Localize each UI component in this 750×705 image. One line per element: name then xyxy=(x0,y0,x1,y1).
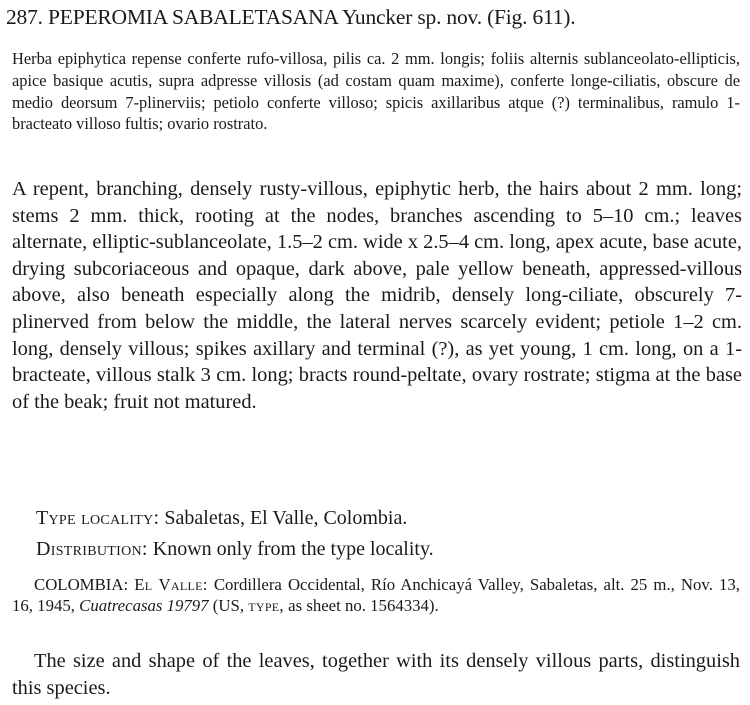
species-heading xyxy=(6,4,746,30)
specimen-sheet: as sheet no. 1564334). xyxy=(288,596,439,616)
distribution-label: Distribution: xyxy=(36,538,148,560)
species-author: Yuncker sp. nov. xyxy=(341,5,482,29)
distribution-value: Known only from the type locality. xyxy=(152,538,434,560)
closing-note xyxy=(12,648,740,702)
closing-note-text: The size and shape of the leaves, together with its densely villous parts, distinguish this species. xyxy=(12,650,740,699)
specimen-type-label: type, xyxy=(248,596,284,616)
distribution xyxy=(36,536,434,562)
type-locality-value: Sabaletas, El Valle, Colombia. xyxy=(164,507,408,529)
specimen-department: El Valle: xyxy=(134,575,208,594)
specimen-country: COLOMBIA: xyxy=(34,575,129,594)
type-locality-label: Type locality: xyxy=(36,507,160,529)
type-locality xyxy=(36,505,407,531)
latin-diagnosis: Herba epiphytica repense conferte rufo-villosa, pilis ca. 2 mm. longis; foliis alternis sublanceolato-ellipticis, apice basique acutis, supra adpresse villosis (ad costam quam maxime), conferte longe-ciliatis, obscure de medio deorsum 7-plinerviis; petiolo conferte villoso; spicis axillaribus atque (?) terminalibus, ramulo 1-bracteato villoso fultis; ovario rostrato. xyxy=(12,49,740,134)
specimen-locality: Cordillera Occidental, Río Anchicayá Valley, Sabaletas, alt. 25 m., Nov. 13, 16, 1945, xyxy=(12,575,740,616)
specimen-citation xyxy=(12,574,740,616)
specimen-herbarium: (US, xyxy=(212,596,245,616)
english-description: A repent, branching, densely rusty-villous, epiphytic herb, the hairs about 2 mm. long; stems 2 mm. thick, rooting at the nodes, branches ascending to 5–10 cm.; leaves alternate, elliptic-sublanceolate, 1.5–2 cm. wide x 2.5–4 cm. long, apex acute, base acute, drying subcoriaceous and opaque, dark above, pale yellow beneath, appressed-villous above, also beneath especially along the midrib, densely long-ciliate, obscurely 7-plinerved from below the middle, the lateral nerves scarcely evident; petiole 1–2 cm. long, densely villous; spikes axillary and terminal (?), as yet young, 1 cm. long, on a 1-bracteate, villous stalk 3 cm. long; bracts round-peltate, ovary rostrate; stigma at the base of the beak; fruit not matured. xyxy=(12,178,742,413)
species-number: 287. xyxy=(6,5,43,29)
species-name: PEPEROMIA SABALETASANA xyxy=(48,5,338,29)
specimen-collector: Cuatrecasas 19797 xyxy=(79,596,209,616)
figure-reference: (Fig. 611). xyxy=(487,5,576,29)
